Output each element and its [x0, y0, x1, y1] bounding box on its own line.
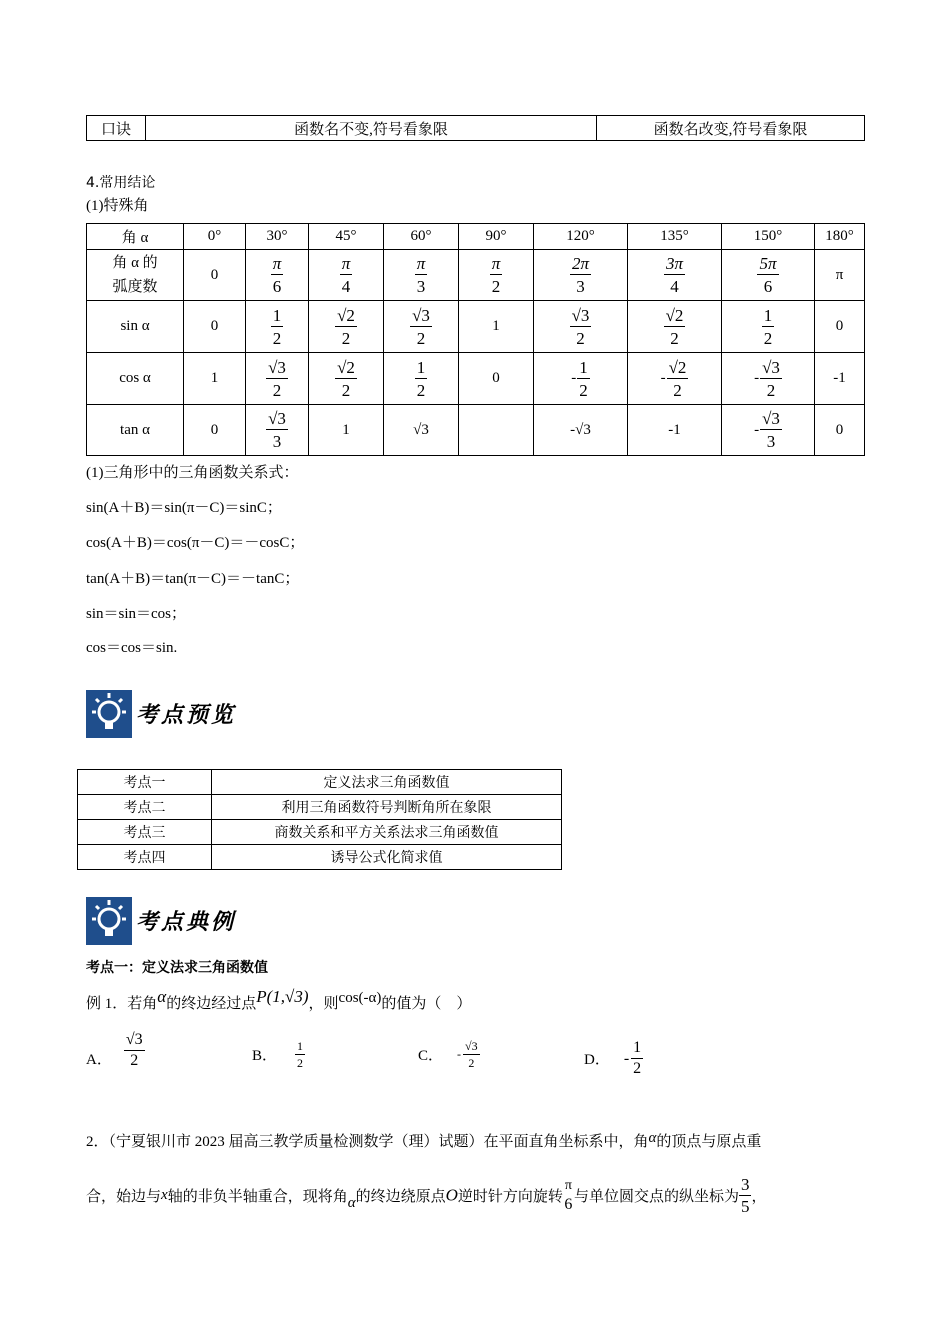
fraction-denominator: 2	[130, 1052, 139, 1069]
preview-row	[78, 795, 562, 820]
relation-line-3: tan(A＋B)＝tan(π－C)＝－tanC；	[86, 571, 300, 587]
radian-row-label	[87, 250, 184, 301]
sin-value-cell	[459, 301, 534, 353]
option-fraction	[124, 1032, 145, 1069]
fraction-denominator: 2	[341, 328, 351, 348]
angle-header-cell: 150°	[722, 224, 815, 250]
fraction-denominator: 4	[341, 277, 351, 296]
sin-value-cell	[722, 301, 815, 353]
fraction-numerator: √3	[762, 409, 780, 428]
fraction-numerator: 1	[763, 305, 773, 325]
fraction-numerator: √3	[571, 305, 590, 325]
preview-row	[78, 845, 562, 870]
angle-header-cell: 90°	[459, 224, 534, 250]
cos-row-label: cos α	[87, 353, 184, 405]
cos-value-cell	[534, 353, 628, 405]
section-4-title: 4.常用结论	[86, 175, 156, 191]
ex1-part-c: ，则	[308, 996, 339, 1012]
cos-fraction	[335, 359, 357, 399]
ex2-line2-e: 与单位圆交点的纵坐标为	[573, 1189, 739, 1205]
radians-value-cell	[628, 250, 722, 301]
radian-row	[87, 250, 865, 301]
sin-value: 0	[835, 318, 844, 334]
option-fraction	[295, 1040, 305, 1069]
cos-value: -1	[833, 370, 846, 386]
ex2-line1-b: 的顶点与原点重	[656, 1134, 762, 1150]
topic1-title: 考点一：定义法求三角函数值	[86, 960, 268, 976]
angle-header-cell: 角 α	[87, 224, 184, 250]
examples-header	[86, 897, 246, 947]
radian-label-line1: 角 α 的	[112, 255, 158, 271]
sin-fraction	[335, 307, 357, 347]
preview-topic-label: 考点二	[78, 795, 212, 820]
sin-row-label: sin α	[87, 301, 184, 353]
ex2-line2-d: 逆时针方向旋转	[457, 1189, 563, 1205]
tan-value-cell	[722, 405, 815, 456]
angle-header-cell: 45°	[309, 224, 384, 250]
fraction-numerator: √2	[337, 305, 355, 325]
relation-line-2: cos(A＋B)＝cos(π－C)＝－cosC；	[86, 535, 305, 551]
sin-fraction	[762, 307, 775, 347]
ex1-point: P(1,√3)	[256, 987, 309, 1006]
fraction-numerator: 3π	[665, 254, 684, 273]
ex2-frac-den: 6	[564, 1195, 573, 1213]
sin-value-cell	[628, 301, 722, 353]
fraction-numerator: √3	[268, 409, 286, 428]
radians-value-cell	[384, 250, 459, 301]
sin-fraction	[271, 307, 284, 347]
cos-fraction	[415, 359, 428, 399]
radians-value: π	[835, 266, 844, 283]
fraction-denominator: 3	[766, 432, 776, 451]
radian-label-line2: 弧度数	[112, 279, 158, 295]
fraction-denominator: 2	[763, 328, 773, 348]
fraction-numerator: √3	[465, 1039, 478, 1053]
ex2-alpha: α	[648, 1130, 657, 1146]
mnemonic-col2: 函数名改变,符号看象限	[597, 116, 865, 141]
angle-header-cell: 180°	[815, 224, 865, 250]
cos-fraction	[667, 359, 689, 399]
fraction-denominator: 2	[416, 328, 426, 348]
mnemonic-col1: 函数名不变,符号看象限	[146, 116, 597, 141]
radians-value-cell	[722, 250, 815, 301]
tan-value: -√3	[570, 421, 591, 438]
cos-value: 0	[492, 370, 500, 386]
tan-value: √3	[413, 421, 429, 438]
minus-sign: -	[754, 421, 760, 438]
preview-topic-label: 考点四	[78, 845, 212, 870]
sin-fraction	[410, 307, 432, 347]
cos-value-cell	[309, 353, 384, 405]
tan-fraction	[266, 410, 288, 450]
lightbulb-icon	[86, 690, 132, 738]
ex2-ordinate-fraction	[739, 1176, 752, 1215]
tan-value: 1	[342, 421, 350, 438]
fraction-denominator: 2	[341, 380, 351, 400]
sin-value-cell	[384, 301, 459, 353]
sin-fraction	[570, 307, 592, 347]
tan-fraction	[760, 410, 782, 450]
fraction-numerator: π	[416, 254, 426, 273]
tan-value: -1	[668, 421, 681, 438]
cos-fraction	[577, 359, 590, 399]
fraction-denominator: 2	[576, 328, 585, 348]
fraction-numerator: 1	[416, 357, 426, 377]
fraction-denominator: 3	[576, 277, 585, 296]
ex1-part-a: 例 1．若角	[86, 996, 158, 1012]
fraction-denominator: 2	[673, 380, 682, 400]
fraction-denominator: 2	[766, 380, 776, 400]
sin-row	[87, 301, 865, 353]
fraction-denominator: 2	[416, 380, 426, 400]
radians-fraction	[757, 255, 778, 295]
fraction-denominator: 2	[272, 328, 282, 348]
fraction-numerator: 1	[631, 1040, 643, 1059]
fraction-denominator: 4	[670, 277, 679, 296]
radians-fraction	[664, 255, 685, 295]
preview-heading: 考点预览	[136, 702, 237, 728]
radians-fraction	[415, 255, 428, 295]
ex2-line2-c: 的终边绕原点	[355, 1189, 446, 1205]
cos-value-cell	[184, 353, 246, 405]
preview-table	[77, 769, 562, 870]
relations-title: (1)三角形中的三角函数关系式：	[86, 465, 299, 481]
minus-sign: -	[571, 370, 577, 386]
fraction-denominator: 3	[272, 432, 282, 451]
preview-topic-desc: 利用三角函数符号判断角所在象限	[212, 795, 562, 820]
radians-value-cell	[534, 250, 628, 301]
sin-value: 0	[210, 318, 219, 334]
cos-value-cell	[246, 353, 309, 405]
angle-header-cell: 60°	[384, 224, 459, 250]
sin-value-cell	[309, 301, 384, 353]
fraction-denominator: 6	[272, 277, 282, 296]
ex2-alpha-2: α	[347, 1195, 356, 1211]
angle-header-cell: 135°	[628, 224, 722, 250]
cos-value-cell	[459, 353, 534, 405]
fraction-numerator: 1	[297, 1039, 304, 1053]
fraction-numerator: √2	[668, 357, 687, 377]
fraction-denominator: 3	[416, 277, 426, 296]
fraction-denominator: 2	[297, 1056, 304, 1070]
angle-header-cell: 120°	[534, 224, 628, 250]
cos-row	[87, 353, 865, 405]
radians-fraction	[340, 255, 353, 295]
tan-row	[87, 405, 865, 456]
ex2-line2-b: 轴的非负半轴重合，现将角	[167, 1189, 348, 1205]
preview-topic-label: 考点一	[78, 770, 212, 795]
fraction-denominator: 2	[491, 277, 501, 296]
cos-fraction	[760, 359, 782, 399]
radians-fraction	[271, 255, 284, 295]
special-angle-table	[86, 223, 865, 456]
fraction-denominator: 2	[579, 380, 588, 400]
sin-value: 1	[492, 318, 500, 334]
examples-heading: 考点典例	[136, 909, 237, 935]
sin-value-cell	[534, 301, 628, 353]
option-fraction	[463, 1040, 480, 1069]
preview-row	[78, 770, 562, 795]
ex2-line1-a: 2．（宁夏银川市 2023 届高三教学质量检测数学（理）试题）在平面直角坐标系中，角	[86, 1134, 649, 1150]
preview-topic-desc: 定义法求三角函数值	[212, 770, 562, 795]
minus-sign: -	[754, 370, 760, 386]
ex2-rotation-fraction	[563, 1179, 574, 1213]
mnemonic-label: 口诀	[87, 116, 146, 141]
fraction-numerator: 1	[272, 305, 282, 325]
tan-value-cell	[309, 405, 384, 456]
ex1-expression: cos(-α)	[338, 990, 382, 1006]
fraction-numerator: π	[272, 254, 282, 273]
fraction-denominator: 6	[763, 277, 773, 296]
angle-header-row	[87, 224, 865, 250]
fraction-numerator: π	[491, 254, 501, 273]
option-a[interactable]	[86, 1031, 145, 1077]
cos-value-cell	[628, 353, 722, 405]
minus-sign: -	[457, 1047, 462, 1061]
option-c[interactable]	[418, 1040, 480, 1069]
relation-line-1: sin(A＋B)＝sin(π－C)＝sinC；	[86, 500, 282, 516]
ex1-part-b: 的终边经过点	[166, 996, 257, 1012]
option-label: C．	[418, 1048, 444, 1064]
radians-value-cell	[309, 250, 384, 301]
fraction-denominator: 2	[272, 380, 282, 400]
ex2-origin: O	[445, 1185, 458, 1205]
preview-row	[78, 820, 562, 845]
lightbulb-icon	[86, 897, 132, 945]
fraction-denominator: 2	[633, 1060, 642, 1077]
minus-sign: -	[660, 370, 666, 386]
fraction-numerator: √3	[124, 1032, 145, 1051]
cos-value-cell	[384, 353, 459, 405]
fraction-denominator: 2	[468, 1056, 475, 1070]
cos-fraction	[266, 359, 288, 399]
ex2-x: x	[161, 1187, 168, 1203]
fraction-numerator: 2π	[571, 254, 590, 273]
option-label: D．	[584, 1052, 610, 1068]
radians-fraction	[570, 255, 591, 295]
special-angle-subtitle: (1)特殊角	[86, 198, 149, 214]
fraction-numerator: √3	[412, 305, 430, 325]
tan-value: 0	[835, 421, 844, 438]
tan-value-cell	[534, 405, 628, 456]
radians-fraction	[490, 255, 503, 295]
fraction-numerator: π	[341, 254, 351, 273]
ex2-frac2-den: 5	[740, 1197, 750, 1216]
minus-sign: -	[623, 1049, 630, 1067]
preview-header	[86, 690, 246, 740]
angle-header-cell: 30°	[246, 224, 309, 250]
sin-value-cell	[815, 301, 865, 353]
option-label: B．	[252, 1048, 278, 1064]
option-label: A．	[86, 1052, 112, 1068]
fraction-numerator: √3	[762, 357, 780, 377]
option-d[interactable]	[584, 1040, 643, 1077]
relation-line-5: cos＝cos＝sin.	[86, 640, 178, 656]
tan-value-cell	[246, 405, 309, 456]
fraction-numerator: √2	[665, 305, 684, 325]
preview-topic-desc: 诱导公式化简求值	[212, 845, 562, 870]
fraction-numerator: 5π	[759, 254, 777, 273]
tan-value-cell	[628, 405, 722, 456]
tan-value: 0	[210, 421, 219, 438]
tan-value-cell	[384, 405, 459, 456]
radians-value-cell	[815, 250, 865, 301]
tan-row-label: tan α	[87, 405, 184, 456]
tan-value-cell	[459, 405, 534, 456]
preview-topic-desc: 商数关系和平方关系法求三角函数值	[212, 820, 562, 845]
angle-header-cell: 0°	[184, 224, 246, 250]
sin-fraction	[664, 307, 686, 347]
cos-value-cell	[815, 353, 865, 405]
sin-value-cell	[184, 301, 246, 353]
fraction-denominator: 2	[670, 328, 679, 348]
option-fraction	[631, 1040, 643, 1077]
option-b[interactable]	[252, 1040, 305, 1069]
ex2-frac2-num: 3	[740, 1175, 750, 1194]
ex2-line2-f: ，	[751, 1189, 767, 1205]
ex1-part-d: 的值为（ ）	[381, 996, 472, 1012]
relation-line-4: sin＝sin＝cos；	[86, 606, 187, 622]
tan-value-cell	[184, 405, 246, 456]
ex2-line2-a: 合，始边与	[86, 1189, 162, 1205]
radians-value-cell	[246, 250, 309, 301]
fraction-numerator: 1	[579, 357, 588, 377]
example2-line1	[86, 1130, 761, 1151]
example1-text	[86, 987, 472, 1013]
radians-value: 0	[210, 266, 219, 283]
radians-value-cell	[184, 250, 246, 301]
preview-topic-label: 考点三	[78, 820, 212, 845]
radians-value-cell	[459, 250, 534, 301]
example2-line2	[86, 1176, 767, 1220]
ex1-alpha: α	[157, 987, 167, 1006]
sin-value-cell	[246, 301, 309, 353]
mnemonic-table	[86, 115, 865, 141]
ex2-frac-num: π	[564, 1177, 572, 1193]
fraction-numerator: √2	[337, 357, 355, 377]
fraction-numerator: √3	[268, 357, 286, 377]
cos-value-cell	[722, 353, 815, 405]
cos-value: 1	[210, 370, 219, 386]
tan-value-cell	[815, 405, 865, 456]
